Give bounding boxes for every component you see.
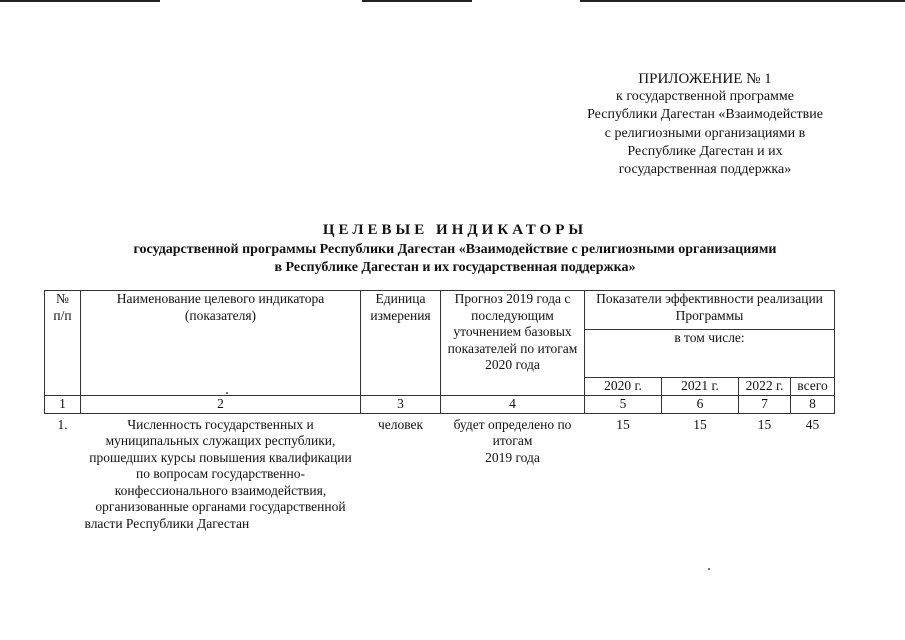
scan-speck [226,392,228,394]
column-number: 7 [739,396,791,414]
document-subtitle-line: в Республике Дагестан и их государственная поддержка» [274,260,636,275]
appendix-title: ПРИЛОЖЕНИЕ № 1 [638,71,772,87]
column-number: 4 [441,396,585,414]
header-year-2020: 2020 г. [585,378,662,396]
column-number: 2 [81,396,361,414]
row-forecast-text: будет определено по итогам [453,416,572,448]
top-scan-line-right [580,0,905,2]
row-value-2020: 15 [616,416,630,432]
document-heading [40,222,870,277]
top-scan-line-left [0,0,160,2]
column-number: 1 [45,396,81,414]
header-indicator-name: Наименование целевого индикатора (показателя) [81,291,361,378]
header-forecast: Прогноз 2019 года с последующим уточнением базовых показателей по итогам 2020 года [441,291,585,378]
appendix-line: к государственной программе [616,89,794,105]
document-subtitle-line: государственной программы Республики Дагестан «Взаимодействие с религиозными организациями [133,242,777,257]
table-row [45,413,835,532]
column-number: 3 [361,396,441,414]
header-number: № п/п [45,291,81,378]
header-year-2021: 2021 г. [662,378,739,396]
appendix-line: с религиозными организациями в [604,125,806,141]
appendix-block [560,70,850,179]
header-empty-cell [81,378,361,396]
header-total: всего [791,378,835,396]
document-title: ЦЕЛЕВЫЕ ИНДИКАТОРЫ [322,222,588,238]
row-number: 1. [57,416,68,432]
header-including: в том числе: [585,330,835,378]
column-number: 5 [585,396,662,414]
header-empty-cell [441,378,585,396]
header-empty-cell [361,378,441,396]
column-number: 8 [791,396,835,414]
header-efficiency-indicators: Показатели эффективности реализации Программы [585,291,835,330]
row-value-total: 45 [805,416,820,432]
column-number: 6 [662,396,739,414]
row-forecast-year: 2019 года [485,449,540,465]
row-value-2022: 15 [757,416,772,432]
appendix-line: Республики Дагестан «Взаимодействие [587,107,823,123]
row-forecast [441,413,585,532]
top-scan-line-middle [362,0,472,2]
header-empty-cell [45,378,81,396]
appendix-line: Республике Дагестан и их [627,143,783,159]
header-year-2022: 2022 г. [739,378,791,396]
row-indicator-name: Численность государственных и муниципальных служащих республики, прошедших курсы повышения квалификации по вопросам государственно-конфессионального взаимодействия, организованные органами государственной власти Республики Дагестан [84,416,352,531]
row-unit: человек [377,416,424,432]
indicators-table [44,290,835,532]
scan-speck [708,568,710,570]
row-value-2021: 15 [693,416,707,432]
appendix-line: государственная поддержка» [618,162,792,178]
header-unit: Единица измерения [361,291,441,378]
